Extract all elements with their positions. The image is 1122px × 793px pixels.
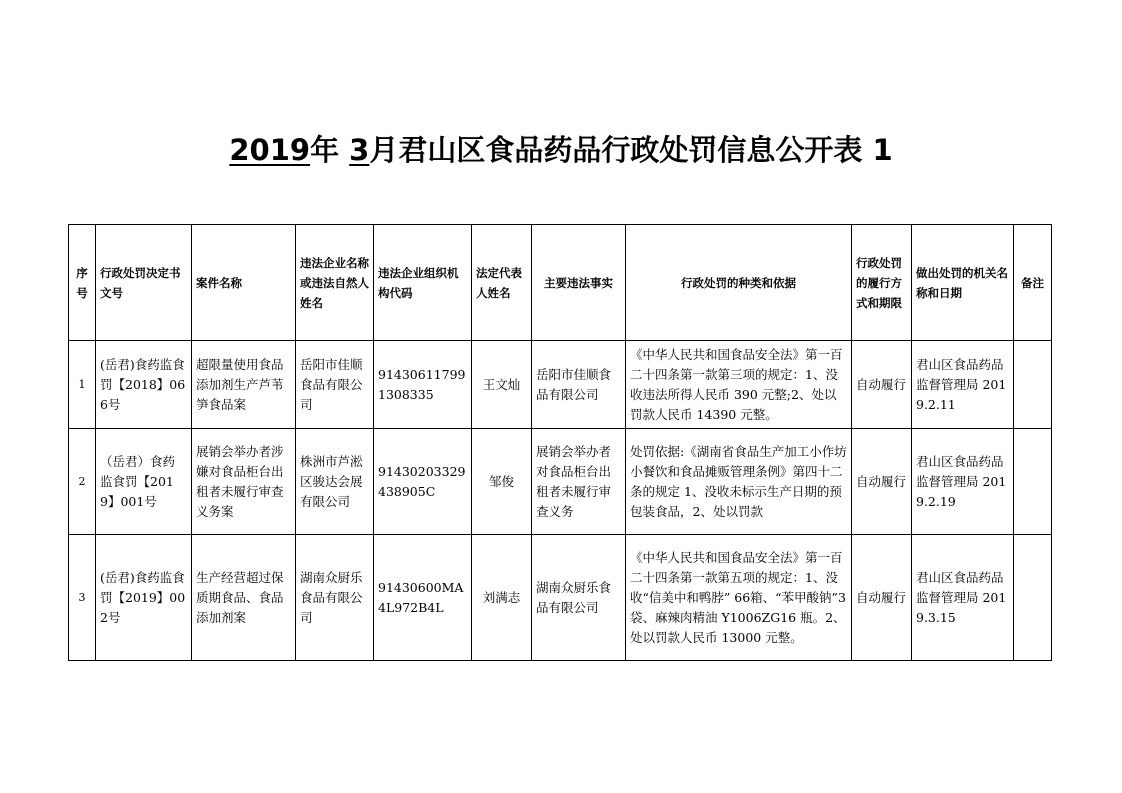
cell-org-code: 91430600MA4L972B4L [374,535,472,661]
table-row [69,535,1052,661]
cell-seq: 3 [69,535,96,661]
cell-org-code: 914306117991308335 [374,341,472,429]
cell-violator: 湖南众厨乐食品有限公司 [296,535,374,661]
header-authority: 做出处罚的机关名称和日期 [912,225,1014,341]
cell-case-name: 展销会举办者涉嫌对食品柜台出租者未履行审查义务案 [192,429,296,535]
cell-facts: 湖南众厨乐食品有限公司 [532,535,626,661]
cell-legal-rep: 王文灿 [472,341,532,429]
cell-penalty: 《中华人民共和国食品安全法》第一百二十四条第一款第五项的规定：1、没收“信美中和鸭脖” 66箱、“苯甲酸钠”3 袋、麻辣肉精油 Y1006ZG16 瓶。2、处以罚款人民币 13000 元整。 [626,535,852,661]
cell-org-code: 91430203329438905C [374,429,472,535]
header-violator: 违法企业名称或违法自然人姓名 [296,225,374,341]
table-row [69,341,1052,429]
cell-legal-rep: 刘满志 [472,535,532,661]
cell-method: 自动履行 [852,429,912,535]
cell-remark [1014,535,1052,661]
header-case-name: 案件名称 [192,225,296,341]
cell-remark [1014,429,1052,535]
table-header-row [69,225,1052,341]
cell-case-name: 生产经营超过保质期食品、食品添加剂案 [192,535,296,661]
cell-legal-rep: 邹俊 [472,429,532,535]
header-method: 行政处罚的履行方式和期限 [852,225,912,341]
cell-case-name: 超限量使用食品添加剂生产芦苇笋食品案 [192,341,296,429]
cell-decision-no: (岳君)食药监食罚【2018】066号 [96,341,192,429]
cell-decision-no: （岳君）食药监食罚【2019】001号 [96,429,192,535]
cell-authority: 君山区食品药品监督管理局 2019.2.11 [912,341,1014,429]
cell-authority: 君山区食品药品监督管理局 2019.3.15 [912,535,1014,661]
header-legal-rep: 法定代表人姓名 [472,225,532,341]
cell-violator: 岳阳市佳顺食品有限公司 [296,341,374,429]
header-remark: 备注 [1014,225,1052,341]
table-row [69,429,1052,535]
cell-method: 自动履行 [852,535,912,661]
cell-decision-no: (岳君)食药监食罚【2019】002号 [96,535,192,661]
header-penalty: 行政处罚的种类和依据 [626,225,852,341]
title-year: 2019 [229,133,311,167]
penalty-table [68,224,1052,661]
header-seq: 序号 [69,225,96,341]
cell-facts: 岳阳市佳顺食品有限公司 [532,341,626,429]
title-rest: 月君山区食品药品行政处罚信息公开表 1 [369,133,893,167]
page-title [0,128,1122,169]
header-decision-no: 行政处罚决定书文号 [96,225,192,341]
cell-remark [1014,341,1052,429]
cell-penalty: 《中华人民共和国食品安全法》第一百二十四条第一款第三项的规定：1、没收违法所得人民币 390 元整;2、处以罚款人民币 14390 元整。 [626,341,852,429]
cell-violator: 株洲市芦淞区骏达会展有限公司 [296,429,374,535]
title-month: 3 [349,133,370,167]
title-year-suffix: 年 [310,133,350,167]
cell-authority: 君山区食品药品监督管理局 2019.2.19 [912,429,1014,535]
cell-penalty: 处罚依据:《湖南省食品生产加工小作坊小餐饮和食品摊贩管理条例》第四十二条的规定 1、没收未标示生产日期的预包装食品，2、处以罚款 [626,429,852,535]
cell-facts: 展销会举办者对食品柜台出租者未履行审查义务 [532,429,626,535]
header-facts: 主要违法事实 [532,225,626,341]
cell-method: 自动履行 [852,341,912,429]
cell-seq: 1 [69,341,96,429]
cell-seq: 2 [69,429,96,535]
header-org-code: 违法企业组织机构代码 [374,225,472,341]
